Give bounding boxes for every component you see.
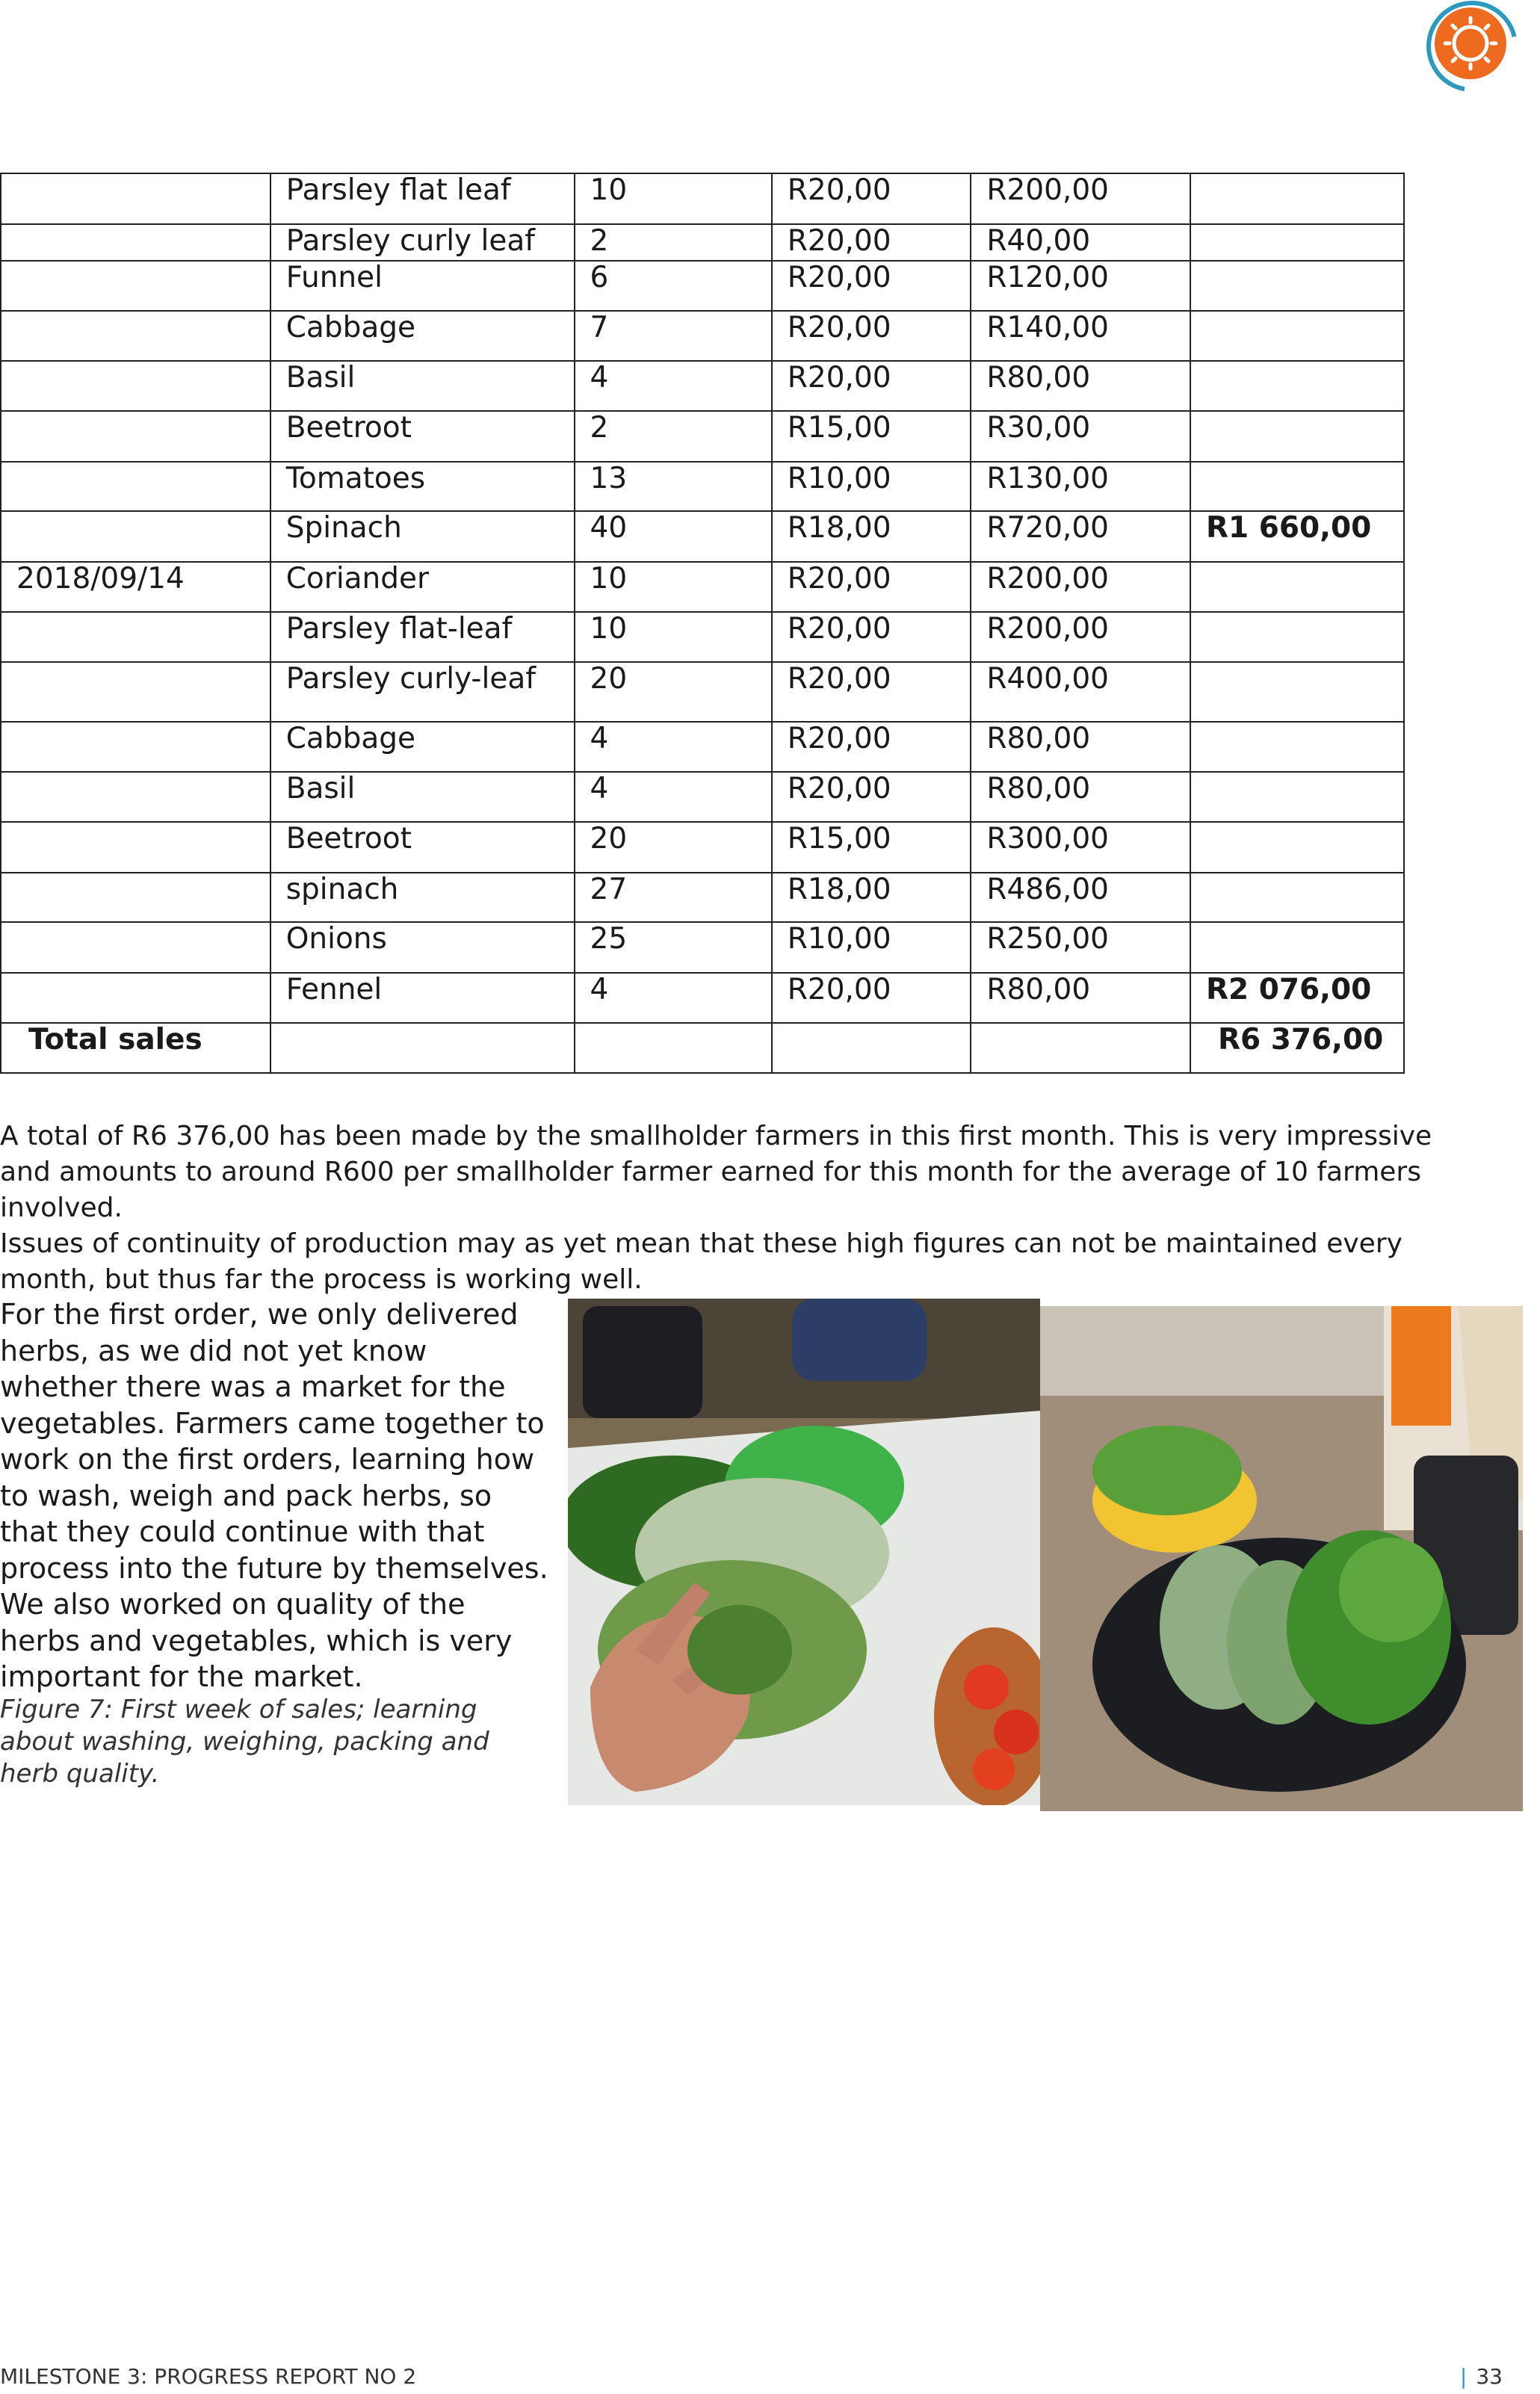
cell-subtotal: [1190, 562, 1404, 612]
cell-price: R20,00: [772, 311, 971, 361]
cell-date: [1, 261, 270, 311]
table-row: [1, 772, 1404, 822]
cell-qty: 2: [575, 224, 772, 261]
table-row: [1, 722, 1404, 772]
table-row: [1, 361, 1404, 411]
cell-price: R20,00: [772, 772, 971, 822]
cell-subtotal: [1190, 261, 1404, 311]
page-number: 33: [1476, 2364, 1503, 2389]
table-row: [1, 311, 1404, 361]
cell-item: Funnel: [270, 261, 575, 311]
cell-date: [1, 411, 270, 462]
table-row: [1, 662, 1404, 722]
cell-subtotal: [1190, 224, 1404, 261]
cell-qty: 4: [575, 772, 772, 822]
table-row: [1, 411, 1404, 462]
cell-qty: 40: [575, 511, 772, 562]
cell-subtotal: [1190, 772, 1404, 822]
cell-date: [1, 662, 270, 722]
table-row: [1, 562, 1404, 612]
cell-item: Cabbage: [270, 311, 575, 361]
cell-item: Cabbage: [270, 722, 575, 772]
cell-total: R80,00: [971, 361, 1190, 411]
cell-qty: 27: [575, 873, 772, 922]
sun-logo-icon: [1420, 0, 1524, 105]
cell-total: R200,00: [971, 562, 1190, 612]
cell-item: Parsley curly-leaf: [270, 662, 575, 722]
cell-subtotal: [1190, 662, 1404, 722]
cell-subtotal: [1190, 722, 1404, 772]
cell-qty: 7: [575, 311, 772, 361]
cell-total: R40,00: [971, 224, 1190, 261]
cell-qty: 25: [575, 922, 772, 973]
photo-packed-herbs: [1040, 1306, 1523, 1811]
cell-item: Basil: [270, 772, 575, 822]
cell-price: R20,00: [772, 562, 971, 612]
cell-qty: 4: [575, 722, 772, 772]
paragraph-first-order: For the first order, we only delivered herbs, as we did not yet know whether there was a market for the vegetables. Farmers came together to work on the first orders, learning how to wash, weigh and pack herbs, so that they could continue with that process into the future by themselves. We also worked on quality of the herbs and vegetables, which is very important for the market.: [0, 1298, 548, 1693]
cell-subtotal: [1190, 612, 1404, 662]
cell-price: R15,00: [772, 411, 971, 462]
cell-subtotal: [1190, 361, 1404, 411]
cell-item: Onions: [270, 922, 575, 973]
table-row: [1, 511, 1404, 562]
cell-date: [1, 511, 270, 562]
cell-qty: 4: [575, 361, 772, 411]
cell-item: Parsley curly leaf: [270, 224, 575, 261]
table-row: [1, 224, 1404, 261]
cell-item: Coriander: [270, 562, 575, 612]
total-value: R6 376,00: [1190, 1023, 1404, 1073]
cell-qty: 10: [575, 173, 772, 224]
footer-separator: |: [1459, 2364, 1468, 2389]
cell-item: Beetroot: [270, 411, 575, 462]
cell-subtotal: [1190, 411, 1404, 462]
cell-subtotal: [1190, 822, 1404, 873]
cell-qty: 6: [575, 261, 772, 311]
paragraph-continuity: Issues of continuity of production may as yet mean that these high figures can not be maintained every month, but thus far the process is working well.: [0, 1228, 1403, 1295]
cell-price: R18,00: [772, 511, 971, 562]
cell-qty: 10: [575, 612, 772, 662]
photo-herb-washing: [568, 1299, 1040, 1805]
cell-date: [1, 873, 270, 922]
cell-date: [1, 224, 270, 261]
cell-total: R120,00: [971, 261, 1190, 311]
cell-total: R140,00: [971, 311, 1190, 361]
cell-date: [1, 922, 270, 973]
cell-price: R10,00: [772, 922, 971, 973]
cell-qty: 10: [575, 562, 772, 612]
footer-page-number: [1460, 2364, 1503, 2389]
cell-date: [1, 361, 270, 411]
cell-total: R80,00: [971, 772, 1190, 822]
table-row: [1, 261, 1404, 311]
paragraph-summary: A total of R6 376,00 has been made by the smallholder farmers in this first month. This is very impressive and amounts to around R600 per smallholder farmer earned for this month for the average of 10 farmers involved.: [0, 1121, 1432, 1223]
cell-date: [1, 772, 270, 822]
cell-total: R80,00: [971, 973, 1190, 1023]
cell-item: Parsley flat-leaf: [270, 612, 575, 662]
cell-total: R200,00: [971, 173, 1190, 224]
cell-subtotal: R1 660,00: [1190, 511, 1404, 562]
figure-caption: Figure 7: First week of sales; learning about washing, weighing, packing and herb quality.: [0, 1695, 489, 1789]
table-row: [1, 973, 1404, 1023]
cell-total: R300,00: [971, 822, 1190, 873]
cell-total: R30,00: [971, 411, 1190, 462]
cell-item: spinach: [270, 873, 575, 922]
cell-date: [1, 612, 270, 662]
cell-price: R20,00: [772, 224, 971, 261]
cell-qty: 4: [575, 973, 772, 1023]
cell-item: Spinach: [270, 511, 575, 562]
cell-date: 2018/09/14: [1, 562, 270, 612]
cell-price: R15,00: [772, 822, 971, 873]
cell-total: R486,00: [971, 873, 1190, 922]
cell-total: R130,00: [971, 462, 1190, 511]
cell-total: R720,00: [971, 511, 1190, 562]
cell-price: R20,00: [772, 722, 971, 772]
table-row: [1, 922, 1404, 973]
table-row: [1, 873, 1404, 922]
cell-item: Basil: [270, 361, 575, 411]
cell-item: Beetroot: [270, 822, 575, 873]
cell-price: R20,00: [772, 612, 971, 662]
cell-price: R20,00: [772, 973, 971, 1023]
cell-date: [1, 722, 270, 772]
total-row: [1, 1023, 1404, 1073]
cell-total: R400,00: [971, 662, 1190, 722]
cell-qty: 13: [575, 462, 772, 511]
cell-price: R20,00: [772, 261, 971, 311]
cell-total: R250,00: [971, 922, 1190, 973]
cell-price: R10,00: [772, 462, 971, 511]
cell-item: Fennel: [270, 973, 575, 1023]
cell-price: R20,00: [772, 173, 971, 224]
table-row: [1, 612, 1404, 662]
cell-date: [1, 173, 270, 224]
table-row: [1, 173, 1404, 224]
cell-qty: 20: [575, 822, 772, 873]
sales-table: [0, 173, 1405, 1074]
cell-subtotal: [1190, 311, 1404, 361]
cell-total: R200,00: [971, 612, 1190, 662]
cell-price: R18,00: [772, 873, 971, 922]
cell-subtotal: [1190, 922, 1404, 973]
cell-subtotal: [1190, 873, 1404, 922]
cell-subtotal: R2 076,00: [1190, 973, 1404, 1023]
table-row: [1, 462, 1404, 511]
cell-item: Tomatoes: [270, 462, 575, 511]
cell-qty: 2: [575, 411, 772, 462]
cell-price: R20,00: [772, 662, 971, 722]
cell-subtotal: [1190, 462, 1404, 511]
cell-item: Parsley flat leaf: [270, 173, 575, 224]
cell-total: R80,00: [971, 722, 1190, 772]
table-row: [1, 822, 1404, 873]
cell-date: [1, 973, 270, 1023]
total-label: Total sales: [1, 1023, 270, 1073]
cell-date: [1, 822, 270, 873]
cell-date: [1, 311, 270, 361]
footer-report-title: MILESTONE 3: PROGRESS REPORT NO 2: [0, 2364, 417, 2389]
cell-price: R20,00: [772, 361, 971, 411]
cell-qty: 20: [575, 662, 772, 722]
cell-date: [1, 462, 270, 511]
cell-subtotal: [1190, 173, 1404, 224]
